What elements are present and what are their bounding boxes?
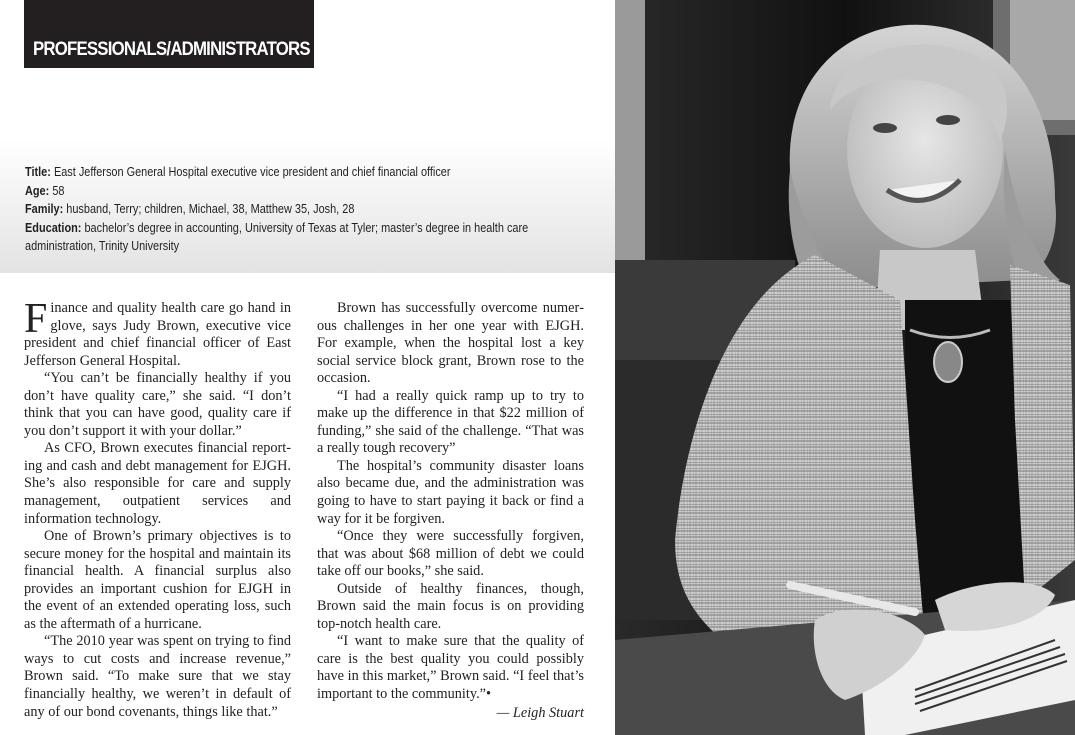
paragraph: As CFO, Brown executes financial reporting and cash and debt management for EJGH. She’s also responsible for care and supply management, outpatient services and information technology. <box>24 440 291 527</box>
paragraph: “I had a really quick ramp up to try to make up the difference in that $22 million of funding,” she said of the challenge. “That was a really tough recovery” <box>317 387 584 457</box>
paragraph: “Once they were successfully forgiven, that was about $68 million of debt we could take off our books,” she said. <box>317 528 584 580</box>
paragraph: Finance and quality health care go hand in glove, says Judy Brown, executive vice president and chief financial officer of East Jefferson General Hospital. <box>24 296 291 369</box>
portrait-photo <box>615 0 1075 735</box>
drop-cap: F <box>24 296 48 342</box>
article-column-1 <box>24 296 291 721</box>
section-tab <box>24 0 314 68</box>
paragraph: Outside of healthy finances, though, Brown said the main focus is on providing top-notch health care. <box>317 580 584 632</box>
paragraph: “You can’t be financially healthy if you don’t have quality care,” she said. “I don’t think that you can have good, quality care if you don’t support it with your dollar.” <box>24 370 291 439</box>
paragraph: The hospital’s community disaster loans also became due, and the administration was going to have to start paying it back or find a way for it be forgiven. <box>317 457 584 527</box>
fact-title: Title: East Jefferson General Hospital executive vice president and chief financial officer <box>25 164 451 179</box>
paragraph: “The 2010 year was spent on trying to find ways to cut costs and increase revenue,” Brown said. “To make sure that we stay financially healthy, we weren’t in default of any of our bond covenants, things like that.” <box>24 633 291 720</box>
byline: — Leigh Stuart <box>496 704 584 721</box>
paragraph: One of Brown’s primary objectives is to secure money for the hospital and maintain its financial health. A financial surplus also provides an important cushion for EJGH in the event of an extended operating loss, such as the aftermath of a hurricane. <box>24 528 291 632</box>
fact-family: Family: husband, Terry; children, Michael, 38, Matthew 35, Josh, 28 <box>25 201 355 216</box>
portrait-illustration <box>615 0 1075 735</box>
paragraph: Brown has successfully overcome numerous challenges in her one year with EJGH. For example, when the hospital lost a key social service block grant, Brown rose to the occasion. <box>317 300 584 387</box>
article-column-2 <box>317 300 584 722</box>
section-label: PROFESSIONALS/ADMINISTRATORS <box>33 38 310 60</box>
fact-age: Age: 58 <box>25 182 65 198</box>
fact-education: Education: bachelor’s degree in accounting, University of Texas at Tyler; master’s degree in health care <box>25 219 529 235</box>
fact-education-cont: administration, Trinity University <box>25 238 180 253</box>
profile-facts <box>25 163 585 256</box>
pendant <box>934 342 962 382</box>
paragraph: “I want to make sure that the quality of care is the best quality you could possibly have in this market,” Brown said. “I feel that’s important to the community.”• <box>317 633 584 703</box>
